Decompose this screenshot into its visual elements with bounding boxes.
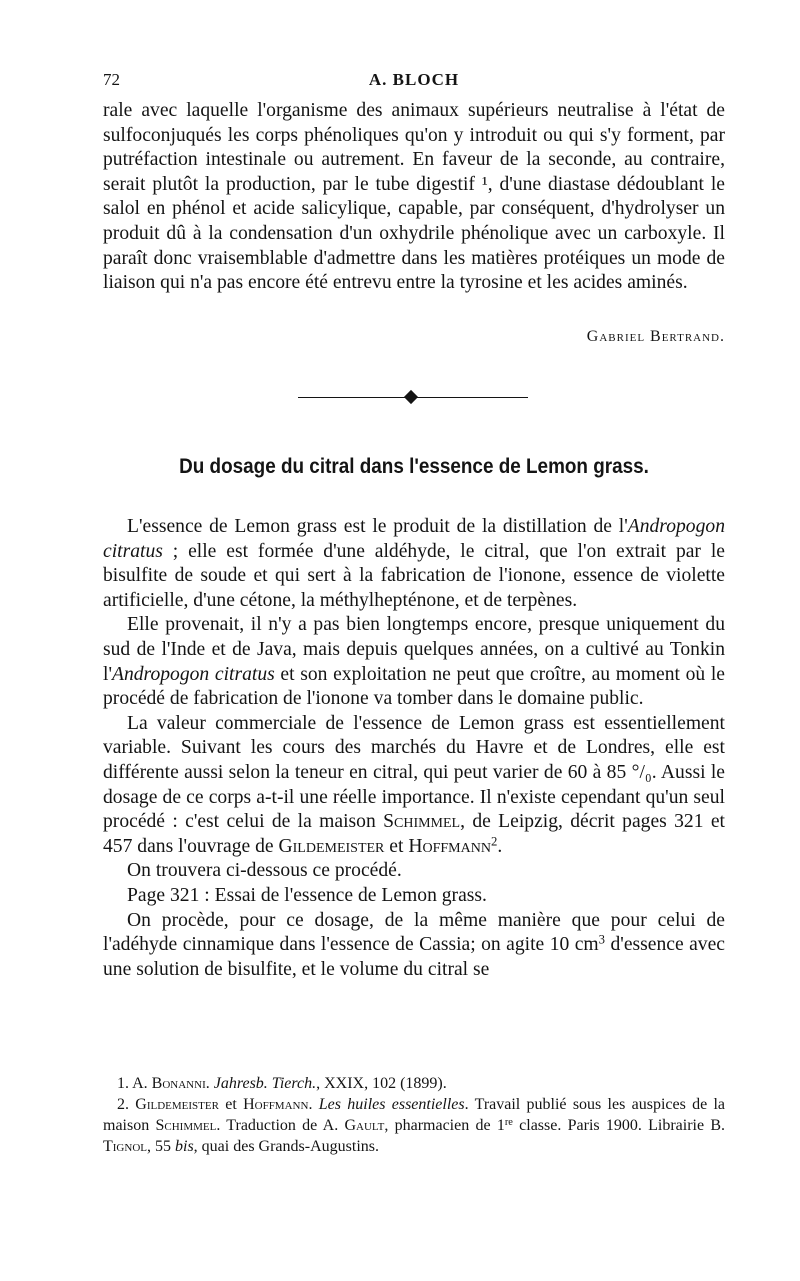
translator-name: Gault [344,1117,385,1134]
superscript: re [504,1116,513,1128]
running-head: A. BLOCH [368,70,460,89]
company-name: Schimmel [155,1117,217,1134]
text-run: , quai des Grands-Augustins. [193,1138,379,1155]
article-title: Du dosage du citral dans l'essence de Lemon grass. [179,455,649,478]
text-run: et son exploitation ne peut que croître, au moment où le procédé de fabrication de l'ionone va tomber dans le domaine public. [103,663,725,710]
text-run: , de Leipzig, décrit pages 321 et 457 dans l'ouvrage de [103,811,725,857]
publisher-name: Tignol [103,1138,147,1155]
paragraph-4: On trouvera ci-dessous ce procédé. [127,860,402,882]
text-run: et [384,835,409,857]
previous-article-conclusion [103,99,725,296]
text-run-italic: bis [175,1138,194,1155]
text-run: On procède, pour ce dosage, de la même manière que pour celui de l'adéhyde cinnamique dans l'essence de Cassia; on agite 10 cm [103,909,725,956]
text-run: La valeur commerciale de l'essence de Lemon grass est essentiellement variable. Suivant les cours des marchés du Havre et de Londres, elle est différente aussi selon la teneur en citral, qui peut varier de 60 à 85 °/₀. Aussi le dosage de ce corps a-t-il une réelle importance. Il n'existe cependant qu'un seul procédé : c'est celui de la maison [103,712,725,833]
text-run: . [497,835,503,857]
author-name: Bonanni [151,1075,206,1092]
paragraph-3 [103,712,725,860]
text-run: , pharmacien de 1 [384,1117,505,1134]
text-run: 2. [117,1096,136,1113]
paragraph-2 [103,613,725,711]
text-run: L'essence de Lemon grass est le produit de la distillation de l' [127,516,628,537]
text-run: d'essence avec une solution de bisulfite, et le volume du citral se [103,934,725,980]
author-name: Gildemeister [278,835,385,857]
text-run: 1. A. [117,1075,152,1092]
journal-title: Jahresb. Tierch. [213,1075,317,1092]
book-title: Les huiles essentielles [318,1096,465,1113]
text-run: , XXIX, 102 (1899). [316,1075,447,1092]
text-run: ; elle est formée d'une aldéhyde, le citral, que l'on extrait par le bisulfite de soude et qui sert à la fabrication de l'ionone, essence de violette artificielle, d'une cétone, la méthylhepténone, et de terpènes. [103,540,725,611]
author-signature: Gabriel Bertrand. [586,328,725,345]
superscript: 3 [598,932,606,947]
footnote-2 [103,1094,725,1157]
paragraph-1 [103,515,725,613]
text-run: Elle provenait, il n'y a pas bien longtemps encore, presque uniquement du sud de l'Inde et de Java, mais depuis quelques années, on a cultivé au Tonkin l' [103,614,725,685]
author-name: Hoffmann [243,1096,309,1113]
page-header [103,70,725,96]
footnote-marker: 2 [490,834,498,849]
divider-diamond-icon [404,390,418,404]
text-run: et [218,1096,244,1113]
text-run: , 55 [147,1138,175,1155]
text-run: . [205,1075,214,1092]
footnotes [103,1073,725,1157]
paragraph-6 [103,909,725,983]
species-name: Andropogon citratus [103,516,725,562]
paragraph-5: Page 321 : Essai de l'essence de Lemon grass. [127,884,487,906]
author-name: Hoffmann [408,835,491,857]
species-name: Andropogon citratus [111,663,275,685]
text-run: . Travail publié sous les auspices de la maison [103,1096,726,1134]
text-run: . [308,1096,319,1113]
text-run: classe. Paris 1900. Librairie B. [512,1117,726,1134]
article-body [103,515,725,982]
author-name: Gildemeister [135,1096,219,1113]
text-run: . Traduction de A. [216,1117,345,1134]
footnote-1 [103,1073,725,1094]
paragraph: rale avec laquelle l'organisme des animaux supérieurs neutralise à l'état de sulfoconjuqués les corps phénoliques qu'on y introduit ou qui s'y forment, par putréfaction intestinale ou autrement. En faveur de la seconde, au contraire, serait plutôt la production, par le tube digestif ¹, d'une diastase dédoublant le salol en phénol et acide salicylique, capable, par conséquent, d'hydrolyser un produit dû à la condensation d'un oxhydrile phénolique avec un carboxyle. Il paraît donc vraisemblable d'admettre dans les matières protéiques un mode de liaison qui n'a pas encore été entrevu entre la tyrosine et les acides aminés. [103,100,725,294]
page-number: 72 [103,70,120,89]
company-name: Schimmel [383,811,461,833]
